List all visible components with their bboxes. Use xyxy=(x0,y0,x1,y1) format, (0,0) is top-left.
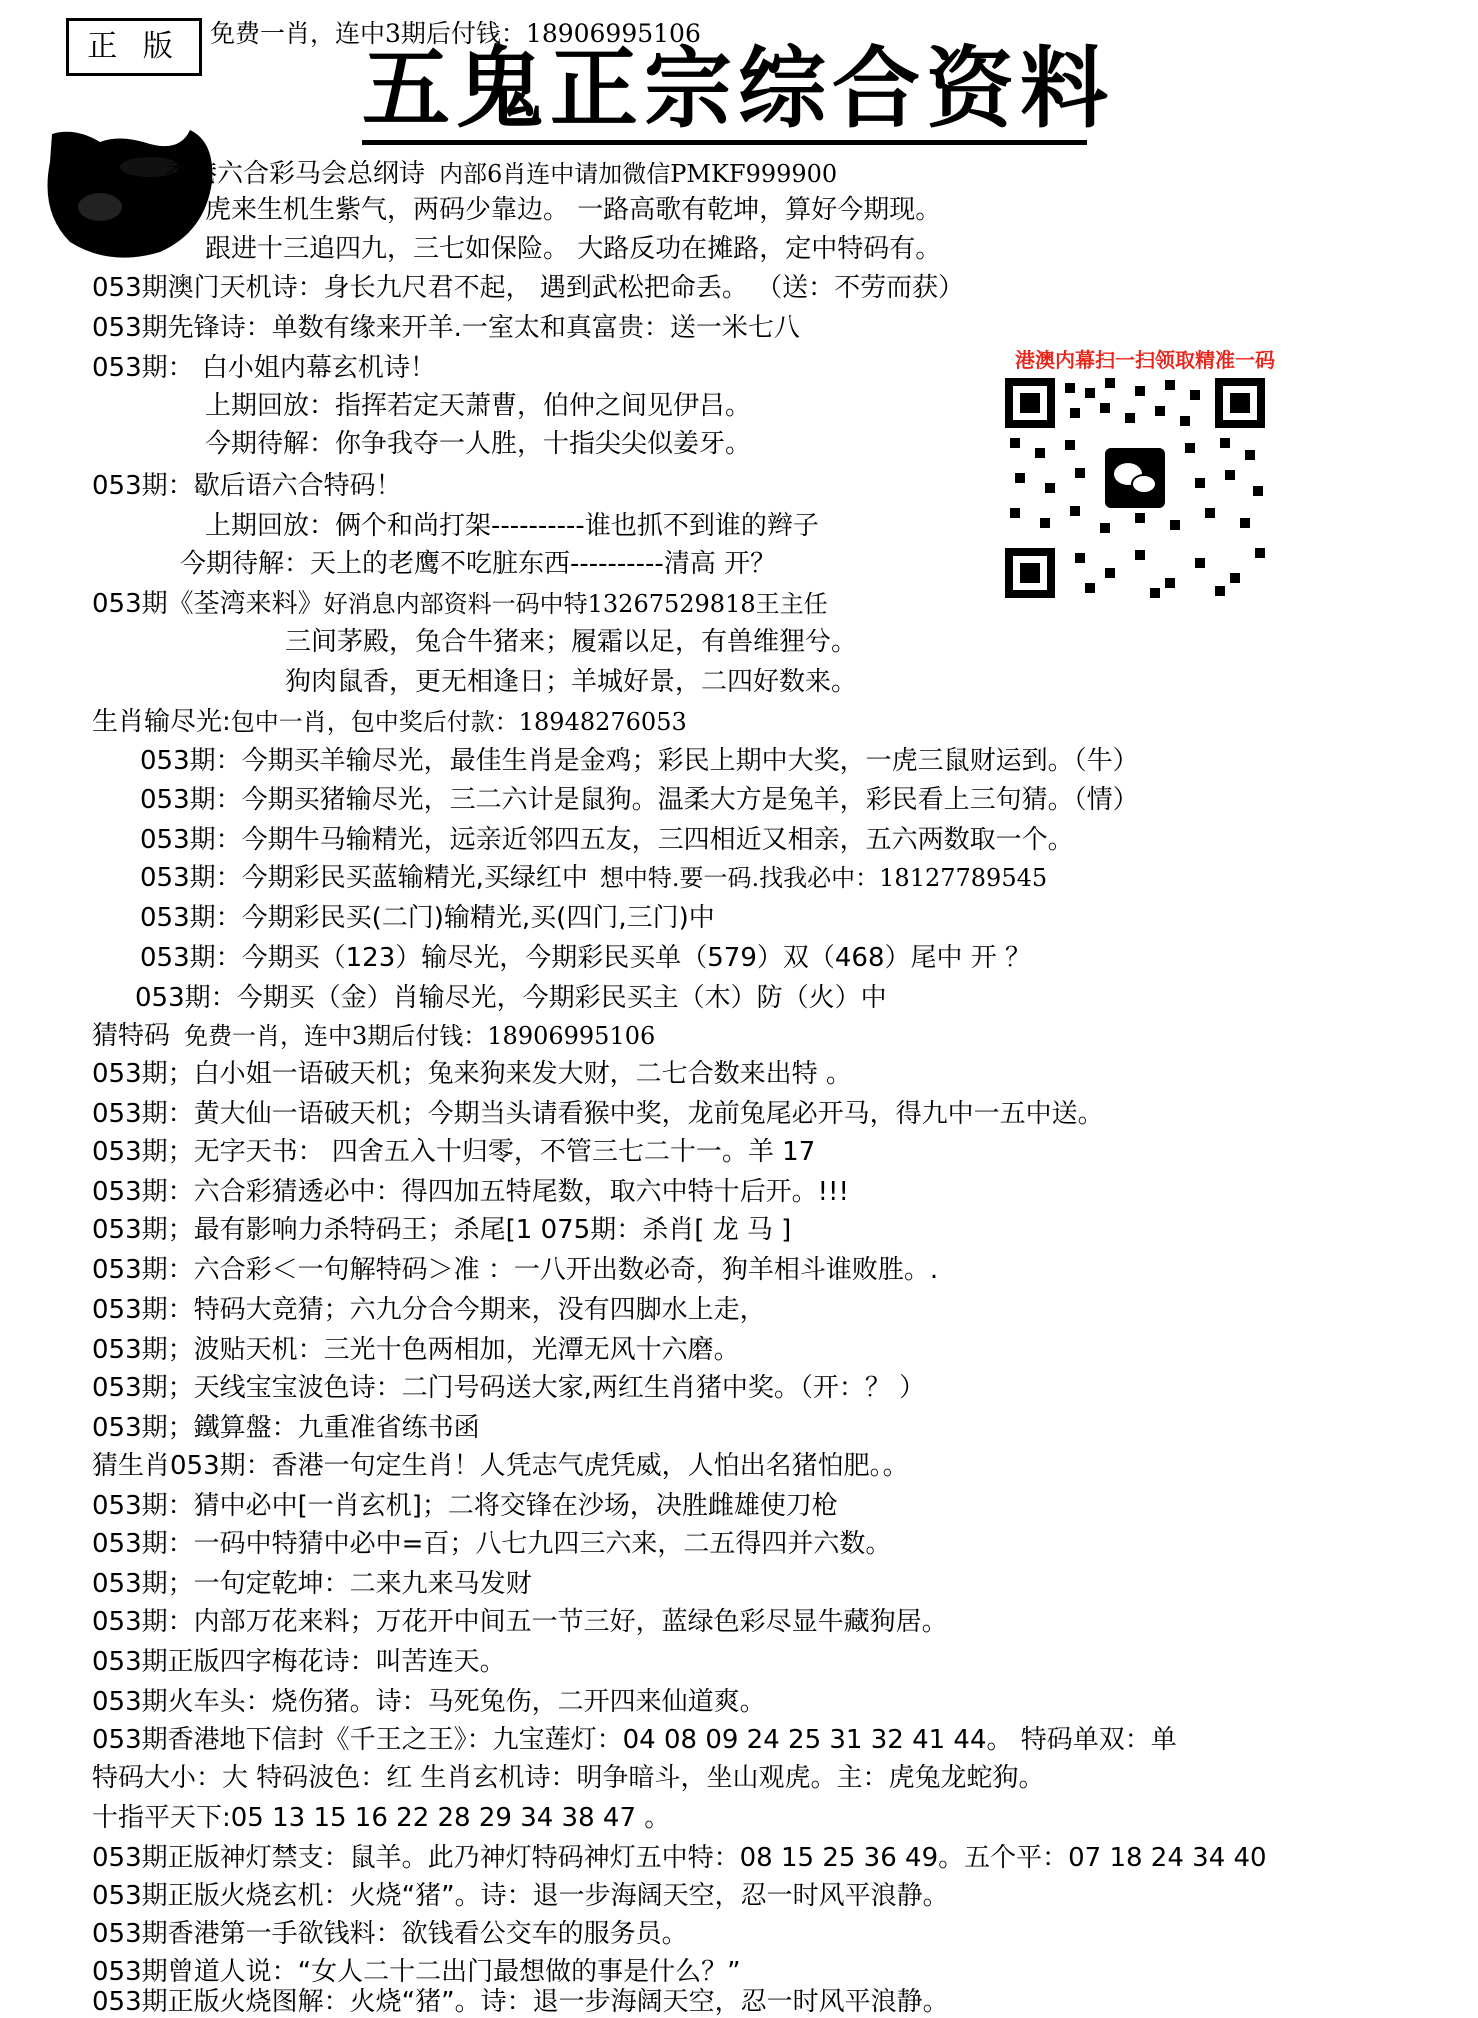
text-line: 053期：黄大仙一语破天机；今期当头请看猴中奖，龙前兔尾必开马，得九中一五中送。 xyxy=(92,1099,1104,1129)
text-line: 053期正版火烧玄机：火烧“猪”。诗：退一步海阔天空，忍一时风平浪静。 xyxy=(92,1881,949,1911)
title-underline xyxy=(362,140,1087,145)
page-title: 五鬼正宗综合资料 xyxy=(362,36,1115,140)
text-line: 053期：今期彩民买(二门)输精光,买(四门,三门)中 xyxy=(140,903,715,933)
qr-code[interactable] xyxy=(1005,378,1265,598)
text-line: 053期澳门天机诗：身长九尺君不起， 遇到武松把命丢。 （送：不劳而获） xyxy=(92,273,965,303)
text-line: 跟进十三追四九，三七如保险。 大路反功在摊路，定中特码有。 xyxy=(205,234,942,264)
text-line: 香港六合彩马会总纲诗 内部6肖连中请加微信PMKF999900 xyxy=(165,159,838,189)
text-line: 053期：今期买羊输尽光，最佳生肖是金鸡；彩民上期中大奖，一虎三鼠财运到。（牛） xyxy=(140,746,1139,776)
text-line: 053期：今期买（123）输尽光，今期彩民买单（579）双（468）尾中 开 ？ xyxy=(140,943,1032,973)
text-line: 053期；无字天书： 四舍五入十归零，不管三七二十一。羊 17 xyxy=(92,1137,816,1167)
text-line: 053期；波贴天机：三光十色两相加，光潭无风十六磨。 xyxy=(92,1335,740,1365)
text-line: 053期；鐵算盤：九重准省练书函 xyxy=(92,1413,480,1443)
text-line: 053期正版四字梅花诗：叫苦连天。 xyxy=(92,1647,506,1677)
text-line: 053期：今期彩民买蓝输精光,买绿红中 想中特.要一码.找我必中：18127789545 xyxy=(140,863,1048,893)
text-line: 虎来生机生紫气，两码少靠边。 一路高歌有乾坤，算好今期现。 xyxy=(205,195,942,225)
text-line: 053期正版神灯禁支：鼠羊。此乃神灯特码神灯五中特：08 15 25 36 49。五个平：07 18 24 34 40 xyxy=(92,1843,1267,1873)
text-line: 053期香港地下信封《千王之王》：九宝莲灯：04 08 09 24 25 31 32 41 44。 特码单双：单 xyxy=(92,1725,1177,1755)
text-line: 053期火车头：烧伤猪。诗：马死兔伤，二开四来仙道爽。 xyxy=(92,1687,766,1717)
text-line: 053期；白小姐一语破天机；兔来狗来发大财，二七合数来出特 。 xyxy=(92,1059,852,1089)
text-line: 053期；最有影响力杀特码王；杀尾[1 075期：杀肖[ 龙 马 ] xyxy=(92,1215,792,1245)
text-line: 053期；天线宝宝波色诗：二门号码送大家,两红生肖猪中奖。（开：？ ） xyxy=(92,1373,926,1403)
text-line: 053期曾道人说：“女人二十二出门最想做的事是什么？” xyxy=(92,1957,741,1987)
text-line: 猜生肖053期：香港一句定生肖！人凭志气虎凭威，人怕出名猪怕肥。。 xyxy=(92,1451,909,1481)
text-line: 053期正版火烧图解：火烧“猪”。诗：退一步海阔天空，忍一时风平浪静。 xyxy=(92,1987,949,2017)
text-line: 053期；一句定乾坤：二来九来马发财 xyxy=(92,1569,532,1599)
text-line: 053期：一码中特猜中必中=百；八七九四三六来，二五得四并六数。 xyxy=(92,1529,892,1559)
text-line: 053期先锋诗：单数有缘来开羊.一室太和真富贵：送一米七八 xyxy=(92,313,800,343)
text-line: 053期：特码大竞猜；六九分合今期来，没有四脚水上走， xyxy=(92,1295,766,1325)
text-line: 猜特码 免费一肖，连中3期后付钱：18906995106 xyxy=(92,1021,656,1051)
text-line: 053期：内部万花来料；万花开中间五一节三好，蓝绿色彩尽显牛藏狗居。 xyxy=(92,1607,948,1637)
text-line: 上期回放：指挥若定天萧曹，伯仲之间见伊吕。 xyxy=(205,391,752,421)
top-offer-line: 免费一肖，连中3期后付钱：18906995106 xyxy=(210,19,701,48)
text-line: 狗肉鼠香，更无相逢日；羊城好景，二四好数来。 xyxy=(285,667,858,697)
text-line: 053期《荃湾来料》好消息内部资料一码中特13267529818王主任 xyxy=(92,589,828,619)
text-line: 053期：今期买猪输尽光，三二六计是鼠狗。温柔大方是兔羊，彩民看上三句猜。（情） xyxy=(140,785,1139,815)
qr-caption: 港澳内幕扫一扫领取精准一码 xyxy=(1015,348,1275,372)
text-line: 053期：六合彩猜透必中：得四加五特尾数，取六中特十后开。!!! xyxy=(92,1177,849,1207)
text-line: 上期回放：俩个和尚打架----------谁也抓不到谁的辫子 xyxy=(205,511,819,541)
text-line: 今期待解：天上的老鹰不吃脏东西----------清高 开？ xyxy=(180,549,777,579)
text-line: 特码大小：大 特码波色：红 生肖玄机诗：明争暗斗，坐山观虎。主：虎兔龙蛇狗。 xyxy=(92,1763,1045,1793)
text-line: 三间茅殿，兔合牛猪来；履霜以足，有兽维狸兮。 xyxy=(285,627,858,657)
text-line: 053期：今期买（金）肖输尽光，今期彩民买主（木）防（火）中 xyxy=(135,983,887,1013)
text-line: 今期待解：你争我夺一人胜，十指尖尖似姜牙。 xyxy=(205,429,752,459)
text-line: 053期： 白小姐内幕玄机诗！ xyxy=(92,353,436,383)
text-line: 十指平天下:05 13 15 16 22 28 29 34 38 47 。 xyxy=(92,1803,671,1833)
text-line: 053期：今期牛马输精光，远亲近邻四五友，三四相近又相亲，五六两数取一个。 xyxy=(140,825,1074,855)
text-line: 生肖输尽光:包中一肖，包中奖后付款：18948276053 xyxy=(92,707,687,737)
text-line: 053期：歇后语六合特码！ xyxy=(92,471,402,501)
edition-badge: 正 版 xyxy=(66,18,202,76)
text-line: 053期：猜中必中[一肖玄机]；二将交锋在沙场，决胜雌雄使刀枪 xyxy=(92,1491,838,1521)
text-line: 053期香港第一手欲钱料：欲钱看公交车的服务员。 xyxy=(92,1919,688,1949)
avatar-blob xyxy=(30,122,220,262)
text-line: 053期：六合彩＜一句解特码＞准 ：一八开出数必奇，狗羊相斗谁败胜。. xyxy=(92,1255,939,1285)
